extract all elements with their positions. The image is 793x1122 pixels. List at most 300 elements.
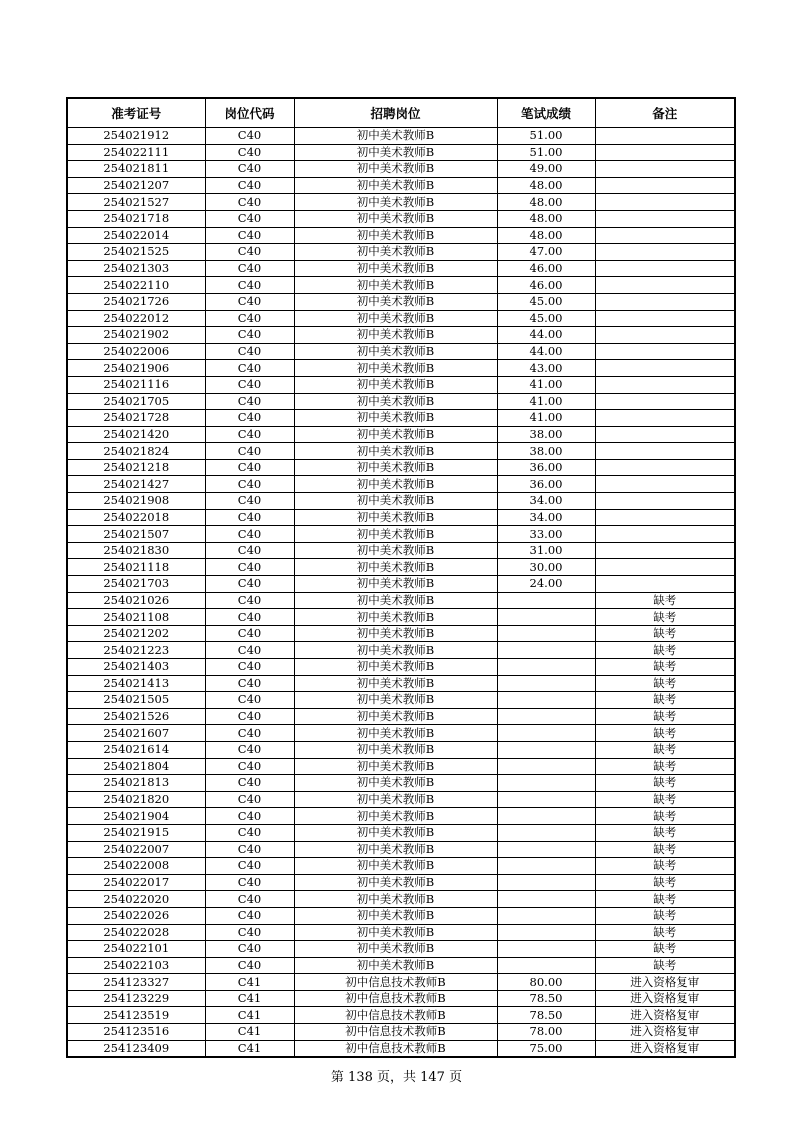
table-row	[67, 559, 735, 576]
table-body	[67, 128, 735, 1058]
post-name-cell: 初中美术教师B	[294, 376, 497, 393]
exam-id-cell: 254021912	[67, 128, 205, 145]
post-code-cell: C40	[205, 443, 294, 460]
exam-id-cell: 254021915	[67, 824, 205, 841]
score-cell	[497, 592, 595, 609]
post-code-cell: C40	[205, 227, 294, 244]
post-name-cell: 初中美术教师B	[294, 725, 497, 742]
remark-cell: 缺考	[595, 642, 735, 659]
post-code-cell: C40	[205, 891, 294, 908]
post-code-cell: C40	[205, 642, 294, 659]
post-name-cell: 初中美术教师B	[294, 542, 497, 559]
score-cell	[497, 725, 595, 742]
table-header-row	[67, 98, 735, 128]
post-code-cell: C40	[205, 592, 294, 609]
post-code-cell: C40	[205, 907, 294, 924]
score-cell: 44.00	[497, 327, 595, 344]
post-name-cell: 初中美术教师B	[294, 741, 497, 758]
exam-id-cell: 254021811	[67, 161, 205, 178]
score-cell: 34.00	[497, 509, 595, 526]
post-code-cell: C40	[205, 775, 294, 792]
exam-id-cell: 254022020	[67, 891, 205, 908]
post-code-cell: C40	[205, 277, 294, 294]
exam-id-cell: 254021904	[67, 808, 205, 825]
page-footer: 第 138 页，共 147 页	[330, 1070, 463, 1085]
post-name-cell: 初中美术教师B	[294, 426, 497, 443]
exam-id-cell: 254123519	[67, 1007, 205, 1024]
table-row	[67, 990, 735, 1007]
remark-cell: 缺考	[595, 725, 735, 742]
post-name-cell: 初中美术教师B	[294, 210, 497, 227]
score-cell	[497, 642, 595, 659]
remark-cell: 缺考	[595, 924, 735, 941]
table-row	[67, 758, 735, 775]
remark-cell	[595, 144, 735, 161]
post-name-cell: 初中美术教师B	[294, 410, 497, 427]
table-row	[67, 459, 735, 476]
post-code-cell: C40	[205, 692, 294, 709]
score-cell: 51.00	[497, 128, 595, 145]
header-post-code: 岗位代码	[205, 98, 294, 128]
score-cell	[497, 924, 595, 941]
remark-cell	[595, 526, 735, 543]
score-cell: 41.00	[497, 393, 595, 410]
post-code-cell: C40	[205, 376, 294, 393]
exam-id-cell: 254021908	[67, 493, 205, 510]
exam-id-cell: 254021804	[67, 758, 205, 775]
exam-id-cell: 254022007	[67, 841, 205, 858]
score-cell: 34.00	[497, 493, 595, 510]
post-name-cell: 初中美术教师B	[294, 609, 497, 626]
post-name-cell: 初中美术教师B	[294, 260, 497, 277]
remark-cell: 进入资格复审	[595, 1024, 735, 1041]
score-cell	[497, 659, 595, 676]
post-name-cell: 初中美术教师B	[294, 924, 497, 941]
post-name-cell: 初中美术教师B	[294, 775, 497, 792]
table-row	[67, 128, 735, 145]
exam-id-cell: 254021527	[67, 194, 205, 211]
post-code-cell: C40	[205, 244, 294, 261]
table-row	[67, 526, 735, 543]
exam-id-cell: 254021116	[67, 376, 205, 393]
remark-cell: 缺考	[595, 659, 735, 676]
post-name-cell: 初中美术教师B	[294, 459, 497, 476]
remark-cell	[595, 210, 735, 227]
header-written-score: 笔试成绩	[497, 98, 595, 128]
table-row	[67, 144, 735, 161]
remark-cell	[595, 410, 735, 427]
post-code-cell: C41	[205, 1007, 294, 1024]
table-row	[67, 244, 735, 261]
exam-id-cell: 254123516	[67, 1024, 205, 1041]
score-cell	[497, 957, 595, 974]
table-row	[67, 957, 735, 974]
table-row	[67, 177, 735, 194]
post-code-cell: C40	[205, 858, 294, 875]
table-row	[67, 509, 735, 526]
remark-cell: 进入资格复审	[595, 1007, 735, 1024]
table-row	[67, 874, 735, 891]
post-name-cell: 初中美术教师B	[294, 244, 497, 261]
exam-id-cell: 254022018	[67, 509, 205, 526]
post-code-cell: C40	[205, 360, 294, 377]
header-remark: 备注	[595, 98, 735, 128]
table-row	[67, 708, 735, 725]
remark-cell	[595, 293, 735, 310]
post-code-cell: C40	[205, 410, 294, 427]
table-row	[67, 775, 735, 792]
post-name-cell: 初中美术教师B	[294, 194, 497, 211]
post-name-cell: 初中美术教师B	[294, 493, 497, 510]
exam-id-cell: 254021824	[67, 443, 205, 460]
remark-cell	[595, 576, 735, 593]
post-name-cell: 初中美术教师B	[294, 144, 497, 161]
score-cell	[497, 808, 595, 825]
table-row	[67, 576, 735, 593]
post-code-cell: C40	[205, 393, 294, 410]
post-name-cell: 初中美术教师B	[294, 293, 497, 310]
table-row	[67, 891, 735, 908]
post-code-cell: C40	[205, 509, 294, 526]
post-name-cell: 初中美术教师B	[294, 277, 497, 294]
score-cell	[497, 791, 595, 808]
post-code-cell: C40	[205, 161, 294, 178]
exam-id-cell: 254021902	[67, 327, 205, 344]
score-cell: 45.00	[497, 293, 595, 310]
table-row	[67, 808, 735, 825]
exam-id-cell: 254022017	[67, 874, 205, 891]
exam-id-cell: 254022101	[67, 941, 205, 958]
post-name-cell: 初中美术教师B	[294, 343, 497, 360]
table-row	[67, 824, 735, 841]
table-row	[67, 974, 735, 991]
exam-id-cell: 254022006	[67, 343, 205, 360]
score-cell: 30.00	[497, 559, 595, 576]
score-cell: 46.00	[497, 277, 595, 294]
table-row	[67, 376, 735, 393]
exam-id-cell: 254021420	[67, 426, 205, 443]
table-row	[67, 841, 735, 858]
remark-cell	[595, 376, 735, 393]
post-code-cell: C40	[205, 725, 294, 742]
table-row	[67, 609, 735, 626]
score-cell: 80.00	[497, 974, 595, 991]
post-code-cell: C40	[205, 128, 294, 145]
score-cell: 24.00	[497, 576, 595, 593]
table-row	[67, 327, 735, 344]
exam-id-cell: 254021526	[67, 708, 205, 725]
table-row	[67, 277, 735, 294]
table-row	[67, 493, 735, 510]
exam-id-cell: 254022008	[67, 858, 205, 875]
exam-id-cell: 254021303	[67, 260, 205, 277]
post-code-cell: C40	[205, 758, 294, 775]
table-row	[67, 642, 735, 659]
post-name-cell: 初中美术教师B	[294, 393, 497, 410]
post-code-cell: C40	[205, 609, 294, 626]
table-row	[67, 426, 735, 443]
post-code-cell: C40	[205, 559, 294, 576]
remark-cell	[595, 393, 735, 410]
remark-cell: 进入资格复审	[595, 1040, 735, 1057]
post-code-cell: C40	[205, 791, 294, 808]
exam-id-cell: 254021525	[67, 244, 205, 261]
post-code-cell: C40	[205, 177, 294, 194]
exam-id-cell: 254021728	[67, 410, 205, 427]
exam-id-cell: 254021703	[67, 576, 205, 593]
post-code-cell: C40	[205, 874, 294, 891]
remark-cell: 缺考	[595, 957, 735, 974]
table-row	[67, 360, 735, 377]
post-code-cell: C41	[205, 1024, 294, 1041]
remark-cell	[595, 161, 735, 178]
post-name-cell: 初中美术教师B	[294, 327, 497, 344]
table-row	[67, 1040, 735, 1057]
score-cell	[497, 941, 595, 958]
exam-id-cell: 254021813	[67, 775, 205, 792]
score-cell	[497, 625, 595, 642]
post-code-cell: C41	[205, 1040, 294, 1057]
post-name-cell: 初中美术教师B	[294, 708, 497, 725]
table-row	[67, 227, 735, 244]
post-code-cell: C40	[205, 293, 294, 310]
score-cell	[497, 758, 595, 775]
exam-id-cell: 254021820	[67, 791, 205, 808]
exam-id-cell: 254123409	[67, 1040, 205, 1057]
remark-cell: 缺考	[595, 741, 735, 758]
score-cell	[497, 841, 595, 858]
table-row	[67, 858, 735, 875]
remark-cell	[595, 128, 735, 145]
remark-cell: 缺考	[595, 708, 735, 725]
score-cell	[497, 708, 595, 725]
exam-id-cell: 254022103	[67, 957, 205, 974]
table-row	[67, 161, 735, 178]
post-code-cell: C40	[205, 194, 294, 211]
post-code-cell: C40	[205, 144, 294, 161]
remark-cell	[595, 177, 735, 194]
remark-cell: 缺考	[595, 791, 735, 808]
score-cell: 38.00	[497, 426, 595, 443]
post-name-cell: 初中美术教师B	[294, 177, 497, 194]
score-cell	[497, 858, 595, 875]
post-name-cell: 初中美术教师B	[294, 559, 497, 576]
post-name-cell: 初中美术教师B	[294, 509, 497, 526]
post-name-cell: 初中美术教师B	[294, 941, 497, 958]
post-code-cell: C40	[205, 625, 294, 642]
post-code-cell: C40	[205, 542, 294, 559]
remark-cell: 缺考	[595, 592, 735, 609]
remark-cell: 缺考	[595, 841, 735, 858]
post-name-cell: 初中美术教师B	[294, 758, 497, 775]
table-row	[67, 941, 735, 958]
post-name-cell: 初中美术教师B	[294, 476, 497, 493]
post-name-cell: 初中信息技术教师B	[294, 990, 497, 1007]
exam-id-cell: 254021118	[67, 559, 205, 576]
post-name-cell: 初中美术教师B	[294, 841, 497, 858]
table-row	[67, 542, 735, 559]
post-name-cell: 初中美术教师B	[294, 310, 497, 327]
exam-id-cell: 254021403	[67, 659, 205, 676]
post-name-cell: 初中美术教师B	[294, 957, 497, 974]
table-row	[67, 310, 735, 327]
score-cell: 78.00	[497, 1024, 595, 1041]
post-name-cell: 初中美术教师B	[294, 659, 497, 676]
remark-cell	[595, 310, 735, 327]
post-name-cell: 初中美术教师B	[294, 808, 497, 825]
table-row	[67, 675, 735, 692]
remark-cell: 缺考	[595, 874, 735, 891]
table-row	[67, 791, 735, 808]
post-code-cell: C40	[205, 576, 294, 593]
table-row	[67, 194, 735, 211]
exam-id-cell: 254022028	[67, 924, 205, 941]
remark-cell: 缺考	[595, 675, 735, 692]
score-cell: 36.00	[497, 476, 595, 493]
remark-cell: 进入资格复审	[595, 974, 735, 991]
table-row	[67, 476, 735, 493]
post-code-cell: C40	[205, 824, 294, 841]
post-name-cell: 初中美术教师B	[294, 874, 497, 891]
remark-cell: 缺考	[595, 692, 735, 709]
post-name-cell: 初中信息技术教师B	[294, 1007, 497, 1024]
table-row	[67, 692, 735, 709]
remark-cell	[595, 327, 735, 344]
table-row	[67, 210, 735, 227]
exam-id-cell: 254021026	[67, 592, 205, 609]
exam-id-cell: 254021906	[67, 360, 205, 377]
remark-cell	[595, 194, 735, 211]
score-cell: 48.00	[497, 177, 595, 194]
exam-id-cell: 254022014	[67, 227, 205, 244]
score-cell: 48.00	[497, 194, 595, 211]
post-code-cell: C41	[205, 990, 294, 1007]
table-row	[67, 924, 735, 941]
score-cell: 33.00	[497, 526, 595, 543]
post-name-cell: 初中美术教师B	[294, 526, 497, 543]
post-name-cell: 初中信息技术教师B	[294, 1040, 497, 1057]
table-row	[67, 410, 735, 427]
post-code-cell: C40	[205, 924, 294, 941]
post-name-cell: 初中美术教师B	[294, 907, 497, 924]
score-cell: 49.00	[497, 161, 595, 178]
exam-id-cell: 254021202	[67, 625, 205, 642]
remark-cell	[595, 244, 735, 261]
remark-cell	[595, 343, 735, 360]
table-row	[67, 659, 735, 676]
remark-cell: 缺考	[595, 625, 735, 642]
post-name-cell: 初中美术教师B	[294, 625, 497, 642]
remark-cell: 缺考	[595, 907, 735, 924]
post-code-cell: C40	[205, 343, 294, 360]
score-cell: 43.00	[497, 360, 595, 377]
post-code-cell: C40	[205, 675, 294, 692]
remark-cell	[595, 509, 735, 526]
score-cell	[497, 741, 595, 758]
post-name-cell: 初中美术教师B	[294, 443, 497, 460]
score-cell	[497, 824, 595, 841]
remark-cell: 缺考	[595, 758, 735, 775]
score-cell: 48.00	[497, 227, 595, 244]
post-code-cell: C40	[205, 327, 294, 344]
table-row	[67, 1007, 735, 1024]
remark-cell	[595, 559, 735, 576]
exam-id-cell: 254021427	[67, 476, 205, 493]
exam-id-cell: 254022026	[67, 907, 205, 924]
score-cell	[497, 775, 595, 792]
post-name-cell: 初中信息技术教师B	[294, 974, 497, 991]
remark-cell: 进入资格复审	[595, 990, 735, 1007]
table-row	[67, 443, 735, 460]
header-exam-id: 准考证号	[67, 98, 205, 128]
score-cell: 36.00	[497, 459, 595, 476]
score-cell: 41.00	[497, 376, 595, 393]
table-row	[67, 1024, 735, 1041]
exam-id-cell: 254022111	[67, 144, 205, 161]
post-name-cell: 初中美术教师B	[294, 675, 497, 692]
score-cell	[497, 907, 595, 924]
score-cell	[497, 675, 595, 692]
exam-id-cell: 254123229	[67, 990, 205, 1007]
score-cell: 51.00	[497, 144, 595, 161]
post-name-cell: 初中美术教师B	[294, 576, 497, 593]
post-code-cell: C40	[205, 708, 294, 725]
score-cell: 31.00	[497, 542, 595, 559]
post-name-cell: 初中美术教师B	[294, 692, 497, 709]
exam-id-cell: 254123327	[67, 974, 205, 991]
remark-cell	[595, 260, 735, 277]
post-code-cell: C40	[205, 459, 294, 476]
remark-cell	[595, 426, 735, 443]
remark-cell	[595, 227, 735, 244]
remark-cell	[595, 277, 735, 294]
post-name-cell: 初中美术教师B	[294, 128, 497, 145]
exam-id-cell: 254021726	[67, 293, 205, 310]
post-name-cell: 初中美术教师B	[294, 227, 497, 244]
remark-cell	[595, 459, 735, 476]
post-name-cell: 初中美术教师B	[294, 592, 497, 609]
exam-id-cell: 254022012	[67, 310, 205, 327]
exam-id-cell: 254021705	[67, 393, 205, 410]
post-code-cell: C40	[205, 426, 294, 443]
post-name-cell: 初中信息技术教师B	[294, 1024, 497, 1041]
post-code-cell: C40	[205, 210, 294, 227]
exam-id-cell: 254021507	[67, 526, 205, 543]
post-code-cell: C40	[205, 808, 294, 825]
post-name-cell: 初中美术教师B	[294, 161, 497, 178]
post-name-cell: 初中美术教师B	[294, 891, 497, 908]
remark-cell	[595, 443, 735, 460]
remark-cell: 缺考	[595, 824, 735, 841]
score-cell: 48.00	[497, 210, 595, 227]
exam-id-cell: 254021223	[67, 642, 205, 659]
post-code-cell: C40	[205, 493, 294, 510]
exam-id-cell: 254021830	[67, 542, 205, 559]
remark-cell	[595, 476, 735, 493]
exam-id-cell: 254021207	[67, 177, 205, 194]
table-row	[67, 592, 735, 609]
remark-cell: 缺考	[595, 609, 735, 626]
exam-id-cell: 254021218	[67, 459, 205, 476]
score-cell: 47.00	[497, 244, 595, 261]
header-post-name: 招聘岗位	[294, 98, 497, 128]
post-code-cell: C40	[205, 310, 294, 327]
post-code-cell: C40	[205, 957, 294, 974]
table-row	[67, 343, 735, 360]
table-row	[67, 741, 735, 758]
post-name-cell: 初中美术教师B	[294, 824, 497, 841]
post-name-cell: 初中美术教师B	[294, 642, 497, 659]
